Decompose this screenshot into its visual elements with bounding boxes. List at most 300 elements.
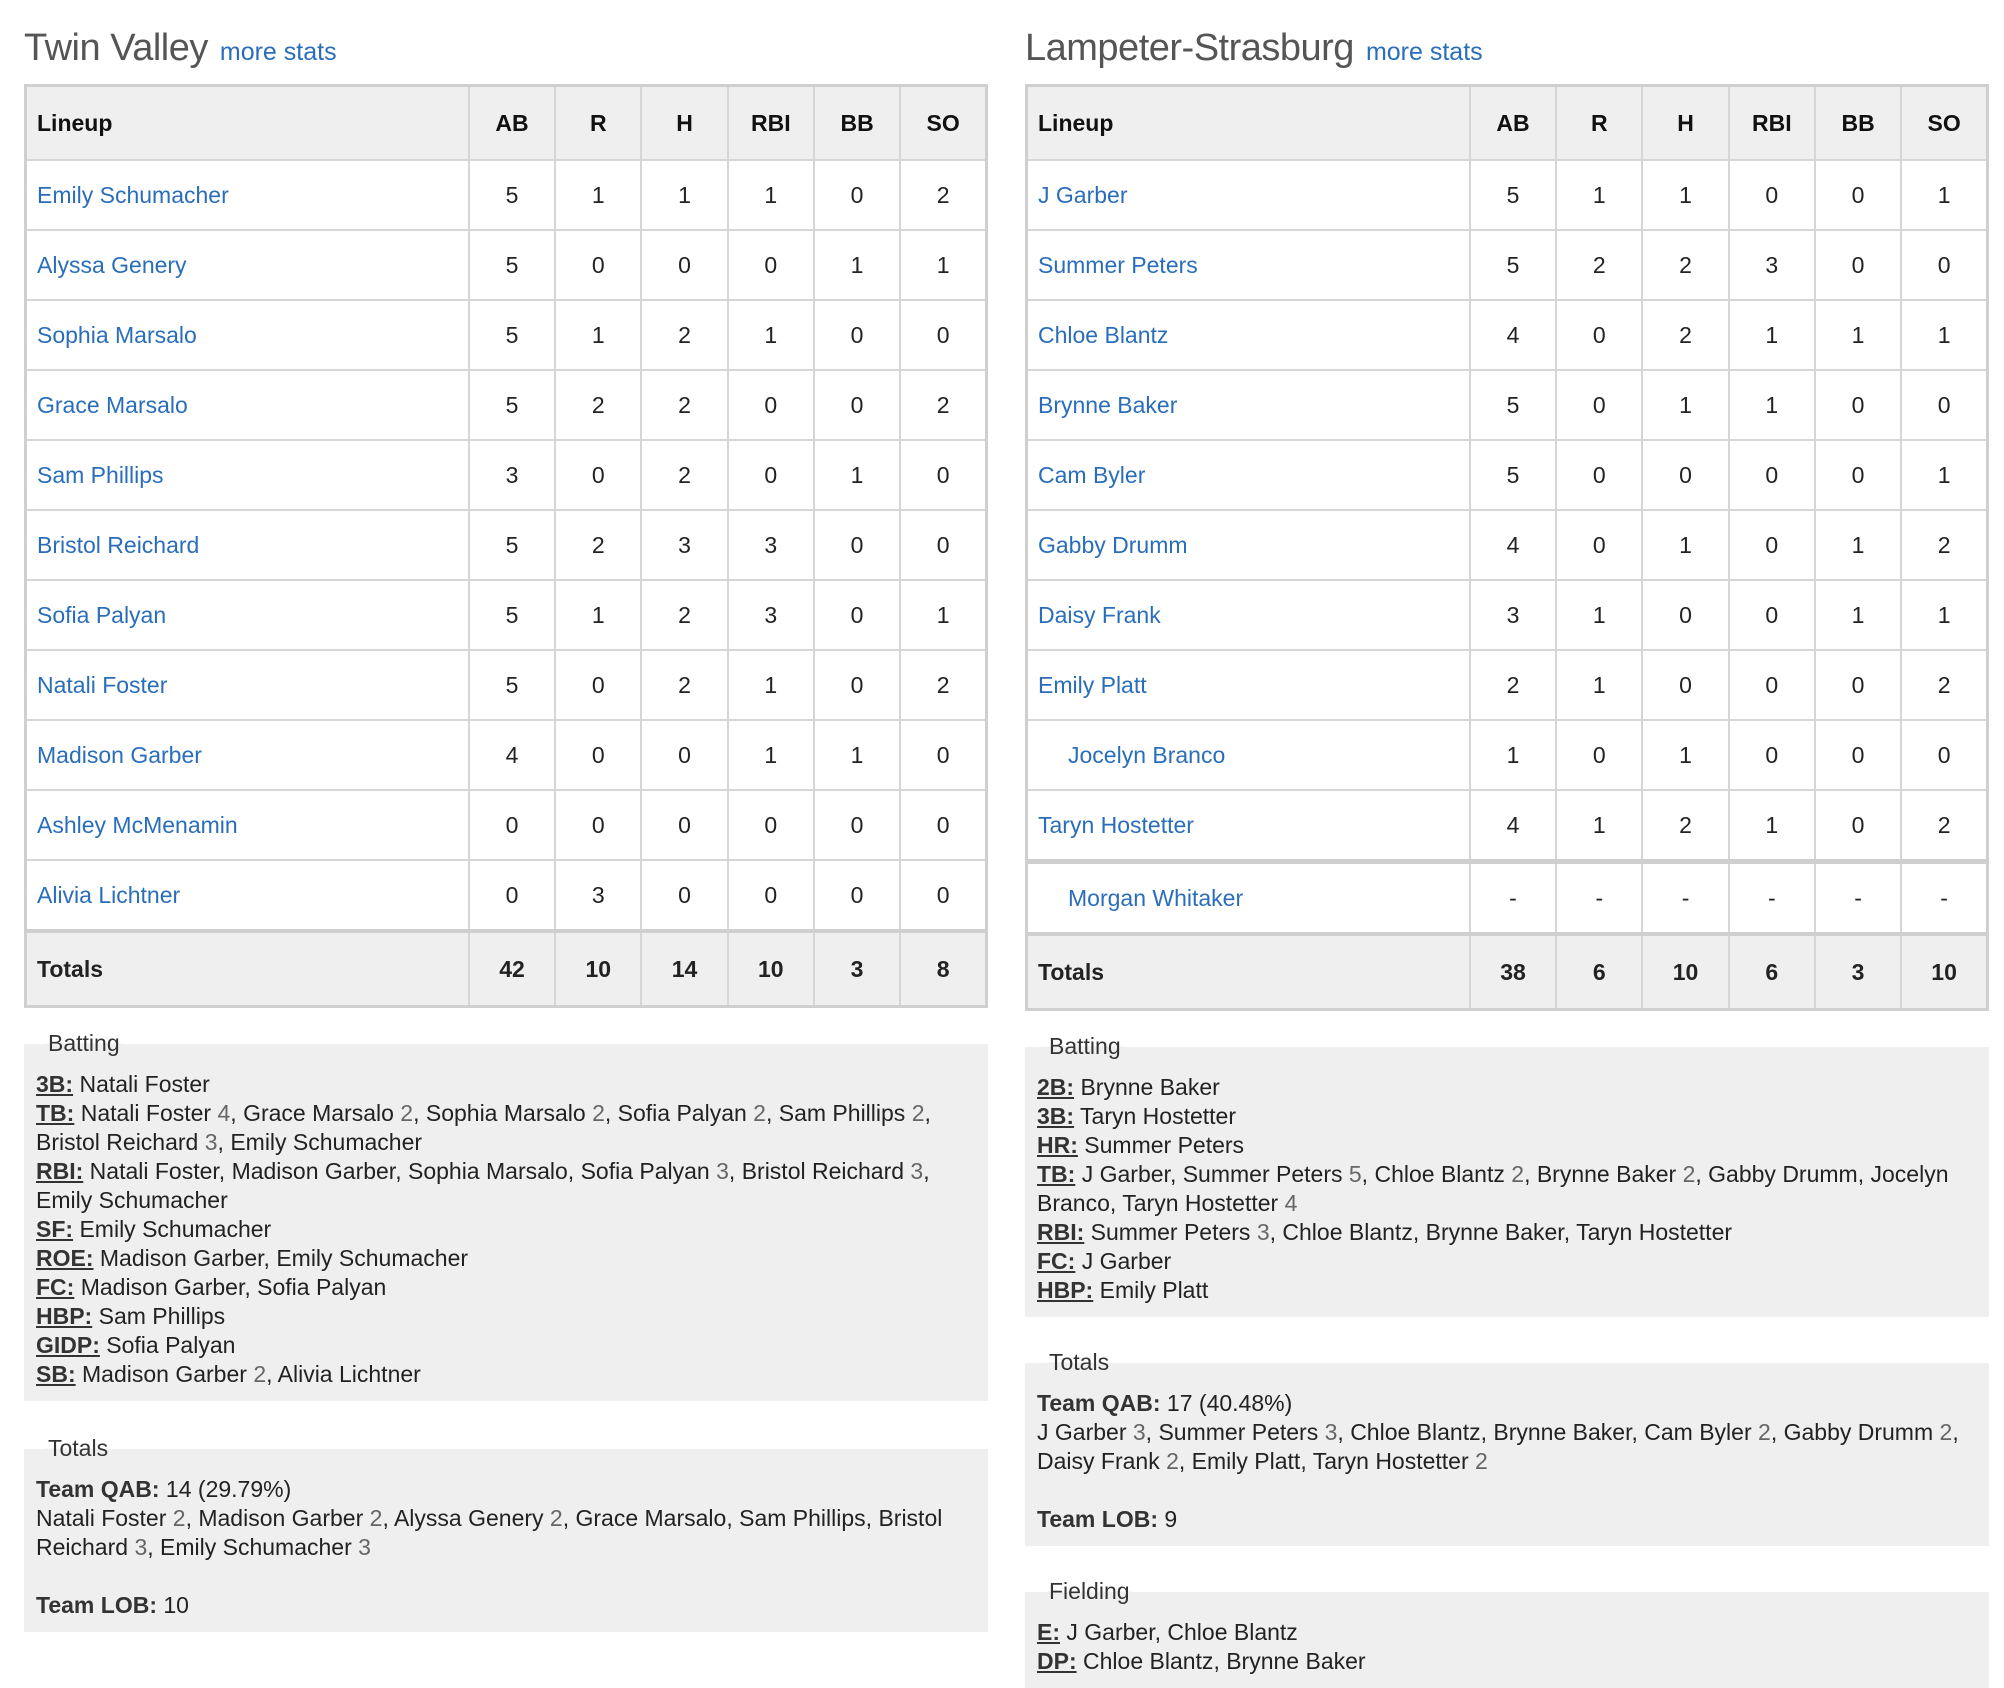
stat-count: 2: [753, 1100, 766, 1126]
stat-abbrev[interactable]: RBI:: [1037, 1219, 1085, 1245]
player-link[interactable]: Sophia Marsalo: [26, 300, 469, 370]
player-name: J Garber: [1037, 1419, 1127, 1445]
player-name: Summer Peters: [1182, 1161, 1343, 1187]
stat-cell-r: 0: [1556, 370, 1642, 440]
stat-abbrev[interactable]: TB:: [36, 1100, 75, 1126]
stat-abbrev[interactable]: SB:: [36, 1361, 76, 1387]
stat-cell-bb: 0: [1815, 720, 1901, 790]
player-name: Sam Phillips: [98, 1303, 226, 1329]
team-panel-lampeter-strasburg: [1025, 14, 1989, 1688]
team-panel-twin-valley: [24, 14, 988, 1632]
stat-abbrev[interactable]: RBI:: [36, 1158, 84, 1184]
team-qab: [1037, 1389, 1977, 1418]
player-link[interactable]: Brynne Baker: [1027, 370, 1470, 440]
player-name: Daisy Frank: [1037, 1448, 1160, 1474]
stat-line: [1037, 1131, 1977, 1160]
stat-count: 2: [400, 1100, 414, 1126]
stat-cell-so: 1: [900, 580, 986, 650]
player-name: Gabby Drumm: [1783, 1419, 1934, 1445]
player-name: Bristol Reichard: [36, 1129, 199, 1155]
team-header: [1025, 14, 1989, 72]
stat-cell-h: 0: [641, 860, 727, 931]
player-name: Gabby Drumm: [1708, 1161, 1858, 1187]
stat-cell-ab: 5: [1470, 440, 1556, 510]
player-name: Sophia Marsalo: [407, 1158, 568, 1184]
player-name: Sofia Palyan: [617, 1100, 747, 1126]
table-row: [1027, 230, 1988, 300]
stat-count: 2: [172, 1505, 186, 1531]
stat-line: ROE: Madison Garber, Emily Schumacher: [36, 1245, 469, 1271]
player-name: Sophia Marsalo: [425, 1100, 586, 1126]
team-qab: [36, 1475, 976, 1504]
stat-cell-r: 3: [555, 860, 641, 931]
player-name: Emily Platt: [1099, 1277, 1209, 1303]
stat-cell-rbi: 1: [1729, 790, 1815, 862]
lineup-table: [24, 84, 988, 1008]
totals-cell-h: 10: [1642, 934, 1728, 1010]
stat-cell-h: 0: [1642, 580, 1728, 650]
player-link[interactable]: Natali Foster: [26, 650, 469, 720]
stat-abbrev[interactable]: HBP:: [1037, 1277, 1094, 1303]
stat-cell-r: 1: [555, 160, 641, 230]
stat-cell-so: 0: [900, 300, 986, 370]
totals-cell-h: 14: [641, 931, 727, 1007]
totals-cell-rbi: 6: [1729, 934, 1815, 1010]
player-name: Brynne Baker: [1536, 1161, 1677, 1187]
stat-cell-ab: 5: [469, 160, 555, 230]
stat-count: 2: [1939, 1419, 1953, 1445]
stat-cell-ab: 5: [469, 650, 555, 720]
team-qab-players: Natali Foster 2, Madison Garber 2, Alyssa Genery 2, Grace Marsalo, Sam Phillips, Bristol Reichard 3, Emily Schumacher 3: [36, 1505, 943, 1560]
team-lob-label: Team LOB:: [36, 1592, 157, 1618]
player-name: Natali Foster: [79, 1071, 210, 1097]
stat-cell-h: 1: [1642, 370, 1728, 440]
stat-cell-r: 1: [1556, 580, 1642, 650]
player-name: Brynne Baker: [1226, 1648, 1366, 1674]
stat-cell-r: 0: [555, 650, 641, 720]
player-name: Madison Garber: [80, 1274, 245, 1300]
column-header: H: [641, 86, 727, 161]
stat-cell-so: 1: [1901, 300, 1987, 370]
player-name: Madison Garber: [231, 1158, 396, 1184]
more-stats-link[interactable]: more stats: [219, 38, 337, 66]
stat-cell-bb: 0: [1815, 160, 1901, 230]
stat-count: 3: [1256, 1219, 1270, 1245]
stat-cell-ab: 3: [1470, 580, 1556, 650]
totals-label: Totals: [1027, 934, 1470, 1010]
player-name: Natali Foster: [89, 1158, 219, 1184]
stat-count: 3: [358, 1534, 371, 1560]
stat-line: DP: Chloe Blantz, Brynne Baker: [1037, 1648, 1366, 1674]
totals-cell-rbi: 10: [728, 931, 814, 1007]
player-link[interactable]: Bristol Reichard: [26, 510, 469, 580]
table-row: [1027, 580, 1988, 650]
stat-cell-bb: 0: [814, 370, 900, 440]
player-name: Natali Foster: [36, 1505, 167, 1531]
stat-cell-h: 1: [641, 160, 727, 230]
stat-cell-rbi: 0: [728, 440, 814, 510]
stat-cell-ab: -: [1470, 862, 1556, 935]
stat-count: 2: [369, 1505, 383, 1531]
stat-cell-ab: 4: [1470, 300, 1556, 370]
stat-abbrev[interactable]: DP:: [1037, 1648, 1077, 1674]
player-name: Summer Peters: [1090, 1219, 1251, 1245]
stat-count: 3: [716, 1158, 729, 1184]
stat-line: [1037, 1276, 1977, 1305]
team-header: [24, 14, 988, 72]
totals-label: Totals: [26, 931, 469, 1007]
batting-section: [24, 1030, 988, 1401]
player-name: Emily Schumacher: [36, 1187, 228, 1213]
player-link[interactable]: Sam Phillips: [26, 440, 469, 510]
stat-abbrev[interactable]: SF:: [36, 1216, 74, 1242]
stat-cell-bb: -: [1815, 862, 1901, 935]
stat-cell-h: 1: [1642, 160, 1728, 230]
player-name: Cam Byler: [1644, 1419, 1752, 1445]
stat-abbrev[interactable]: GIDP:: [36, 1332, 100, 1358]
stat-cell-ab: 4: [469, 720, 555, 790]
stat-cell-h: 2: [641, 650, 727, 720]
stat-count: 2: [549, 1505, 563, 1531]
player-link[interactable]: Daisy Frank: [1027, 580, 1470, 650]
stat-cell-so: 0: [900, 790, 986, 860]
player-name: Taryn Hostetter: [1122, 1190, 1279, 1216]
section-title: Batting: [48, 1030, 120, 1056]
player-link[interactable]: Taryn Hostetter: [1027, 790, 1470, 862]
stat-cell-ab: 5: [1470, 230, 1556, 300]
stat-cell-ab: 1: [1470, 720, 1556, 790]
lineup-table: [1025, 84, 1989, 1011]
stat-count: 4: [217, 1100, 231, 1126]
stat-cell-so: 0: [900, 860, 986, 931]
stat-cell-so: 1: [1901, 160, 1987, 230]
stat-cell-h: 3: [641, 510, 727, 580]
stat-count: 2: [1758, 1419, 1771, 1445]
stat-cell-ab: 2: [1470, 650, 1556, 720]
more-stats-link[interactable]: more stats: [1365, 38, 1483, 66]
column-header: RBI: [1729, 86, 1815, 161]
player-link[interactable]: Summer Peters: [1027, 230, 1470, 300]
stat-cell-r: 0: [1556, 510, 1642, 580]
table-row: [1027, 370, 1988, 440]
fielding-section: [1025, 1578, 1989, 1688]
player-name: Sofia Palyan: [257, 1274, 387, 1300]
stat-cell-h: 1: [1642, 510, 1728, 580]
player-link[interactable]: Chloe Blantz: [1027, 300, 1470, 370]
table-row: [1027, 720, 1988, 790]
stat-line: RBI: Natali Foster, Madison Garber, Sophia Marsalo, Sofia Palyan 3, Bristol Reichard 3, Emily Schumacher: [36, 1158, 930, 1213]
table-row: [1027, 160, 1988, 230]
player-name: Emily Platt: [1191, 1448, 1301, 1474]
stat-cell-h: -: [1642, 862, 1728, 935]
player-link[interactable]: Jocelyn Branco: [1027, 720, 1470, 790]
stat-cell-h: 2: [641, 300, 727, 370]
stat-cell-bb: 0: [814, 650, 900, 720]
stat-cell-ab: 0: [469, 790, 555, 860]
table-row: [1027, 300, 1988, 370]
player-name: Jocelyn Branco: [1037, 1161, 1949, 1216]
stat-cell-h: 2: [641, 580, 727, 650]
stat-count: 2: [1511, 1161, 1525, 1187]
stat-abbrev[interactable]: 3B:: [36, 1071, 74, 1097]
stat-cell-rbi: 0: [1729, 650, 1815, 720]
stat-abbrev[interactable]: FC:: [36, 1274, 75, 1300]
player-name: Natali Foster: [80, 1100, 212, 1126]
stat-count: 3: [1132, 1419, 1146, 1445]
team-lob: [36, 1591, 976, 1620]
team-qab-value: 14 (29.79%): [159, 1476, 292, 1502]
stat-cell-so: 1: [1901, 440, 1987, 510]
section-title: Totals: [1049, 1349, 1110, 1375]
player-name: Grace Marsalo: [575, 1505, 727, 1531]
team-name: Twin Valley: [24, 27, 208, 69]
player-name: Grace Marsalo: [243, 1100, 394, 1126]
player-link[interactable]: Alyssa Genery: [26, 230, 469, 300]
stat-cell-bb: 0: [1815, 440, 1901, 510]
player-link[interactable]: Sofia Palyan: [26, 580, 469, 650]
column-header: AB: [1470, 86, 1556, 161]
player-name: Chloe Blantz: [1374, 1161, 1505, 1187]
stat-line: [36, 1070, 976, 1099]
stat-cell-rbi: 1: [728, 300, 814, 370]
stat-cell-rbi: 0: [728, 860, 814, 931]
player-name: J Garber: [1066, 1619, 1155, 1645]
team-qab-label: Team QAB:: [1037, 1390, 1161, 1416]
stat-cell-so: 0: [900, 510, 986, 580]
table-header-row: [26, 86, 987, 161]
stat-cell-r: 1: [1556, 160, 1642, 230]
table-row: [26, 300, 987, 370]
stat-cell-r: 0: [1556, 440, 1642, 510]
player-name: Madison Garber: [82, 1361, 247, 1387]
stat-cell-bb: 0: [1815, 370, 1901, 440]
stat-abbrev[interactable]: ROE:: [36, 1245, 94, 1271]
stat-cell-rbi: 0: [728, 370, 814, 440]
stat-cell-bb: 1: [1815, 580, 1901, 650]
section-title: Fielding: [1049, 1578, 1130, 1604]
stat-cell-rbi: 1: [1729, 370, 1815, 440]
stat-cell-rbi: 0: [728, 790, 814, 860]
player-name: Alivia Lichtner: [277, 1361, 421, 1387]
stat-cell-bb: 0: [814, 790, 900, 860]
stat-cell-so: 2: [1901, 510, 1987, 580]
player-link[interactable]: Grace Marsalo: [26, 370, 469, 440]
stat-cell-so: 1: [1901, 580, 1987, 650]
player-name: Sofia Palyan: [580, 1158, 710, 1184]
stat-cell-so: 2: [900, 370, 986, 440]
player-name: J Garber: [1081, 1248, 1172, 1274]
column-header: SO: [1901, 86, 1987, 161]
stat-cell-r: 0: [555, 440, 641, 510]
stat-cell-h: 0: [1642, 440, 1728, 510]
stat-abbrev[interactable]: 3B:: [1037, 1103, 1075, 1129]
stat-cell-ab: 5: [469, 580, 555, 650]
table-row: [1027, 862, 1988, 935]
player-link[interactable]: Morgan Whitaker: [1027, 862, 1470, 935]
player-link[interactable]: J Garber: [1027, 160, 1470, 230]
stat-cell-bb: 0: [1815, 650, 1901, 720]
stat-cell-bb: 0: [814, 860, 900, 931]
stat-cell-so: 0: [1901, 370, 1987, 440]
stat-cell-so: 0: [1901, 720, 1987, 790]
stat-line: RBI: Summer Peters 3, Chloe Blantz, Brynne Baker, Taryn Hostetter: [1037, 1219, 1733, 1245]
stat-cell-h: 2: [641, 370, 727, 440]
player-name: Chloe Blantz: [1083, 1648, 1214, 1674]
stat-count: 3: [134, 1534, 148, 1560]
table-row: [1027, 510, 1988, 580]
table-row: [26, 440, 987, 510]
player-link[interactable]: Emily Schumacher: [26, 160, 469, 230]
team-qab-label: Team QAB:: [36, 1476, 160, 1502]
player-name: Chloe Blantz: [1282, 1219, 1413, 1245]
stat-abbrev[interactable]: FC:: [1037, 1248, 1076, 1274]
stat-cell-bb: 1: [814, 720, 900, 790]
table-row: [26, 790, 987, 860]
column-header: R: [555, 86, 641, 161]
stat-cell-bb: 0: [1815, 230, 1901, 300]
stat-line: [36, 1331, 976, 1360]
stat-cell-ab: 4: [1470, 510, 1556, 580]
player-name: Taryn Hostetter: [1312, 1448, 1469, 1474]
player-name: Sam Phillips: [778, 1100, 906, 1126]
stat-cell-rbi: 0: [1729, 580, 1815, 650]
column-header: Lineup: [26, 86, 469, 161]
table-row: [26, 650, 987, 720]
totals-cell-bb: 3: [814, 931, 900, 1007]
player-link[interactable]: Gabby Drumm: [1027, 510, 1470, 580]
table-row: [26, 580, 987, 650]
stat-count: 2: [1682, 1161, 1696, 1187]
stat-cell-rbi: 0: [728, 230, 814, 300]
stat-cell-bb: 1: [1815, 510, 1901, 580]
stat-cell-r: 1: [1556, 650, 1642, 720]
player-link[interactable]: Emily Platt: [1027, 650, 1470, 720]
player-name: Taryn Hostetter: [1576, 1219, 1733, 1245]
stat-cell-r: 1: [555, 300, 641, 370]
player-link[interactable]: Ashley McMenamin: [26, 790, 469, 860]
stat-cell-rbi: 0: [1729, 440, 1815, 510]
totals-cell-ab: 42: [469, 931, 555, 1007]
stat-cell-rbi: 1: [1729, 300, 1815, 370]
stat-cell-rbi: 3: [728, 580, 814, 650]
stat-abbrev[interactable]: E:: [1037, 1619, 1060, 1645]
stat-cell-h: 2: [641, 440, 727, 510]
player-name: Chloe Blantz: [1167, 1619, 1298, 1645]
stat-count: 2: [592, 1100, 605, 1126]
player-name: Emily Schumacher: [230, 1129, 423, 1155]
stat-line: [36, 1215, 976, 1244]
stat-abbrev[interactable]: TB:: [1037, 1161, 1076, 1187]
column-header: Lineup: [1027, 86, 1470, 161]
table-row: [1027, 440, 1988, 510]
stat-cell-rbi: 0: [1729, 160, 1815, 230]
stat-cell-r: 2: [555, 370, 641, 440]
table-row: [26, 860, 987, 931]
stat-cell-bb: 0: [814, 300, 900, 370]
stat-line: [1037, 1102, 1977, 1131]
totals-cell-r: 6: [1556, 934, 1642, 1010]
stat-cell-rbi: 3: [1729, 230, 1815, 300]
totals-cell-so: 8: [900, 931, 986, 1007]
stat-line: FC: Madison Garber, Sofia Palyan: [36, 1274, 387, 1300]
team-lob: [1037, 1505, 1977, 1534]
stat-cell-r: 0: [1556, 720, 1642, 790]
stat-abbrev[interactable]: HBP:: [36, 1303, 93, 1329]
table-row: [26, 370, 987, 440]
player-name: Summer Peters: [1158, 1419, 1319, 1445]
player-name: Sam Phillips: [739, 1505, 866, 1531]
stat-cell-ab: 5: [469, 300, 555, 370]
stat-cell-ab: 5: [1470, 370, 1556, 440]
table-row: [26, 160, 987, 230]
column-header: R: [1556, 86, 1642, 161]
stat-count: 4: [1284, 1190, 1298, 1216]
stat-cell-h: 2: [1642, 230, 1728, 300]
stat-cell-h: 0: [641, 230, 727, 300]
stat-count: 2: [1475, 1448, 1488, 1474]
stat-cell-rbi: 0: [1729, 720, 1815, 790]
stat-cell-bb: 0: [814, 510, 900, 580]
player-name: Madison Garber: [99, 1245, 264, 1271]
team-lob-label: Team LOB:: [1037, 1506, 1158, 1532]
stat-cell-rbi: 1: [728, 650, 814, 720]
stat-cell-so: 1: [900, 230, 986, 300]
stat-cell-r: 0: [1556, 300, 1642, 370]
stat-count: 5: [1348, 1161, 1362, 1187]
player-link[interactable]: Madison Garber: [26, 720, 469, 790]
stat-line: [1037, 1247, 1977, 1276]
team-totals-section: [1025, 1349, 1989, 1546]
section-title: Totals: [48, 1435, 109, 1461]
stat-abbrev[interactable]: HR:: [1037, 1132, 1078, 1158]
team-lob-value: 10: [156, 1592, 189, 1618]
stat-count: 2: [911, 1100, 925, 1126]
stat-cell-r: 2: [555, 510, 641, 580]
stat-cell-so: 0: [1901, 230, 1987, 300]
stat-cell-ab: 5: [469, 370, 555, 440]
stat-abbrev[interactable]: 2B:: [1037, 1074, 1075, 1100]
stat-cell-ab: 4: [1470, 790, 1556, 862]
team-qab-players: J Garber 3, Summer Peters 3, Chloe Blantz, Brynne Baker, Cam Byler 2, Gabby Drumm 2, Daisy Frank 2, Emily Platt, Taryn Hostetter 2: [1037, 1419, 1959, 1474]
stat-count: 3: [910, 1158, 924, 1184]
table-row: [26, 510, 987, 580]
stat-cell-bb: 1: [814, 230, 900, 300]
stat-count: 3: [204, 1129, 218, 1155]
stat-cell-bb: 0: [814, 160, 900, 230]
stat-cell-h: 0: [641, 720, 727, 790]
stat-cell-rbi: -: [1729, 862, 1815, 935]
totals-cell-r: 10: [555, 931, 641, 1007]
stat-cell-r: 0: [555, 230, 641, 300]
stat-cell-h: 0: [1642, 650, 1728, 720]
player-link[interactable]: Cam Byler: [1027, 440, 1470, 510]
player-name: Taryn Hostetter: [1080, 1103, 1236, 1129]
stat-cell-so: 2: [900, 650, 986, 720]
player-name: Chloe Blantz: [1350, 1419, 1481, 1445]
column-header: H: [1642, 86, 1728, 161]
batting-section: [1025, 1033, 1989, 1317]
stat-cell-r: 1: [555, 580, 641, 650]
player-link[interactable]: Alivia Lichtner: [26, 860, 469, 931]
player-name: Bristol Reichard: [741, 1158, 905, 1184]
player-name: Bristol Reichard: [36, 1505, 943, 1560]
totals-cell-ab: 38: [1470, 934, 1556, 1010]
stat-line: [1037, 1073, 1977, 1102]
player-name: J Garber: [1081, 1161, 1170, 1187]
stat-count: 3: [1324, 1419, 1338, 1445]
stat-cell-so: 2: [1901, 790, 1987, 862]
stat-cell-ab: 3: [469, 440, 555, 510]
